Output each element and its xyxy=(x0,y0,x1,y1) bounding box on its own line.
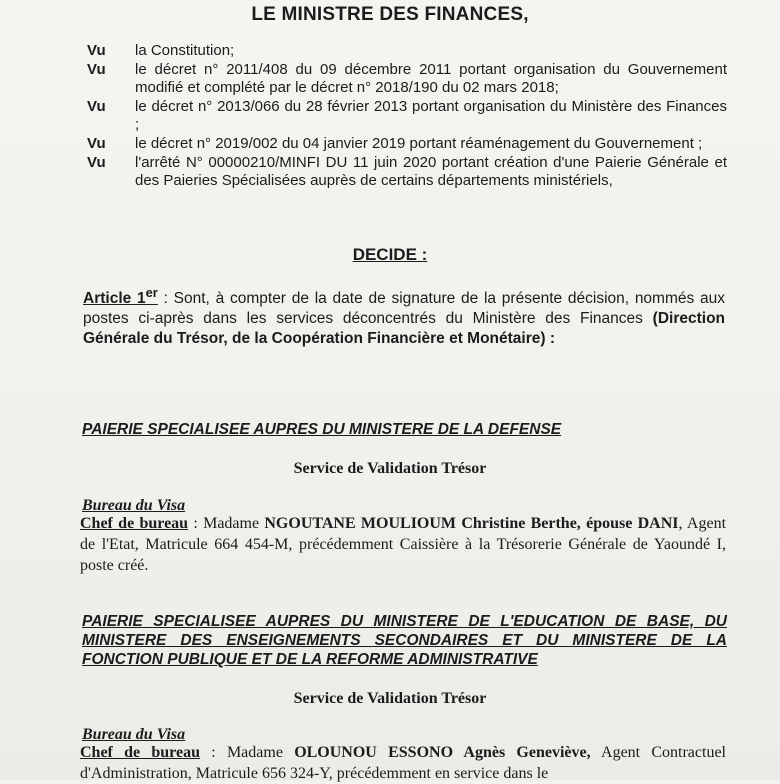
chef-rest: , Agent de l'Etat, Matricule 664 454-M, précédemment Caissière à la Trésorerie Générale de Yaoundé I, poste créé. xyxy=(80,515,727,574)
vu-text: la Constitution; xyxy=(135,42,235,59)
vu-list xyxy=(87,42,727,191)
article-text: : Sont, à compter de la date de signature de la présente décision, nommés aux postes ci-après dans les services déconcentrés du Ministère des Finances xyxy=(83,290,725,328)
chef-sep: : Madame xyxy=(188,515,265,532)
vu-item xyxy=(87,98,727,134)
vu-label: Vu xyxy=(87,61,106,78)
vu-text: le décret n° 2013/066 du 28 février 2013 portant organisation du Ministère des Finances ; xyxy=(135,98,727,133)
bureau-title: Bureau du Visa xyxy=(82,497,186,514)
vu-label: Vu xyxy=(87,154,106,171)
chef-name: NGOUTANE MOULIOUM Christine Berthe, épouse DANI xyxy=(264,515,679,532)
service-title: Service de Validation Trésor xyxy=(293,460,487,477)
vu-label: Vu xyxy=(87,98,106,115)
chef-paragraph xyxy=(80,742,726,784)
vu-text: l'arrêté N° 00000210/MINFI DU 11 juin 2020 portant création d'une Paierie Générale et des Paieries Spécialisées auprès de certains départements ministériels, xyxy=(135,154,727,189)
chef-label: Chef de bureau xyxy=(80,515,189,532)
section-heading: PAIERIE SPECIALISEE AUPRES DU MINISTERE DE LA DEFENSE xyxy=(82,421,562,438)
chef-paragraph xyxy=(80,513,726,576)
chef-label: Chef de bureau xyxy=(80,744,200,761)
article-label: Article 1er xyxy=(83,285,158,308)
chef-sep: : Madame xyxy=(200,744,295,761)
article-label-sup: er xyxy=(145,285,158,300)
vu-label: Vu xyxy=(87,135,106,152)
decide-heading: DECIDE : xyxy=(352,245,428,264)
service-title: Service de Validation Trésor xyxy=(293,690,487,707)
article-1 xyxy=(83,283,725,349)
section-heading: PAIERIE SPECIALISEE AUPRES DU MINISTERE DE L'EDUCATION DE BASE, DU MINISTERE DES ENSEIGNEMENTS SECONDAIRES ET DU MINISTERE DE LA FONCTION PUBLIQUE ET DE LA REFORME ADMINISTRATIVE xyxy=(82,613,727,668)
article-bold-text: (Direction Générale du Trésor, de la Coopération Financière et Monétaire) : xyxy=(83,310,726,348)
vu-item xyxy=(87,135,727,153)
bureau-title: Bureau du Visa xyxy=(82,726,186,743)
chef-rest: Agent Contractuel d'Administration, Matricule 656 324-Y, précédemment en service dans le xyxy=(80,744,727,782)
vu-item xyxy=(87,61,727,97)
vu-text: le décret n° 2019/002 du 04 janvier 2019 portant réaménagement du Gouvernement ; xyxy=(135,135,703,152)
vu-item xyxy=(87,154,727,190)
vu-text: le décret n° 2011/408 du 09 décembre 2011 portant organisation du Gouvernement modifié et complété par le décret n° 2018/190 du 02 mars 2018; xyxy=(135,61,727,96)
document-title: LE MINISTRE DES FINANCES, xyxy=(251,4,529,25)
chef-name: OLOUNOU ESSONO Agnès Geneviève, xyxy=(294,744,591,761)
vu-item xyxy=(87,42,727,60)
vu-label: Vu xyxy=(87,42,106,59)
